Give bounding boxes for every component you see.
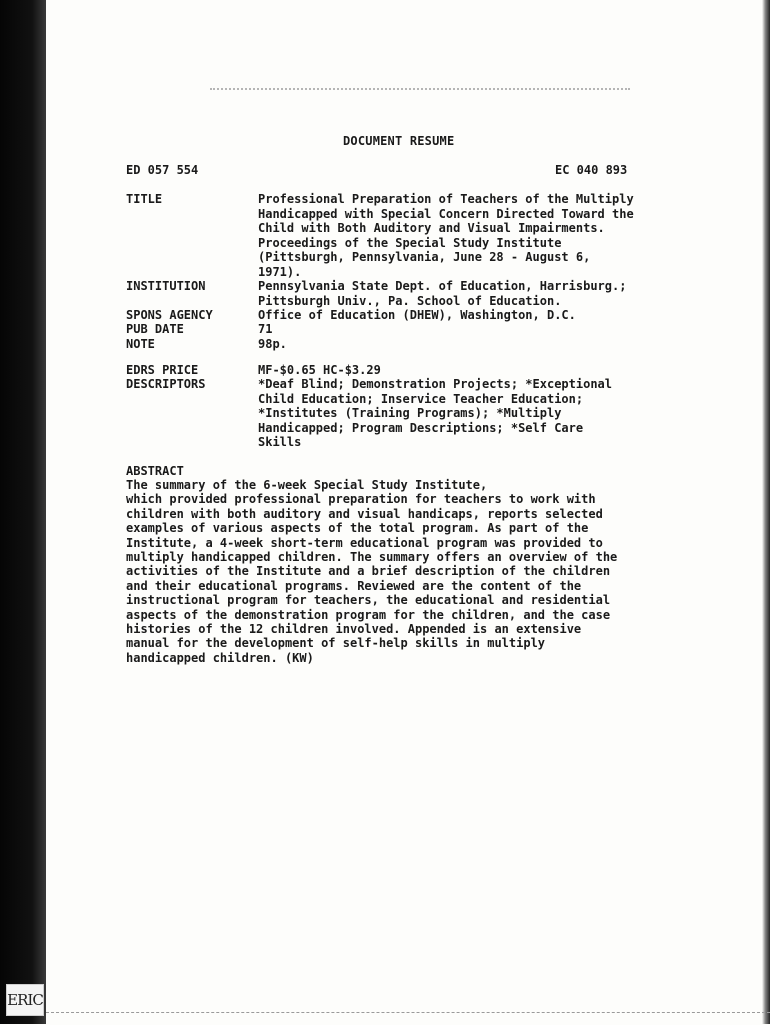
field-label-spons-agency: SPONS AGENCY — [126, 308, 213, 322]
scan-artifact-dots — [210, 88, 630, 94]
field-label-title: TITLE — [126, 192, 163, 206]
field-value-institution: Pennsylvania State Dept. of Education, Harrisburg.; Pittsburgh Univ., Pa. School of Education. — [258, 279, 627, 308]
field-label-descriptors: DESCRIPTORS — [126, 377, 206, 391]
field-value-pub-date: 71 — [258, 322, 273, 336]
document-title: DOCUMENT RESUME — [343, 134, 455, 148]
field-label-edrs-price: EDRS PRICE — [126, 363, 199, 377]
field-value-note: 98p. — [258, 337, 287, 351]
ed-number: ED 057 554 — [126, 163, 199, 177]
field-value-edrs-price: MF-$0.65 HC-$3.29 — [258, 363, 381, 377]
scan-edge-right — [762, 0, 770, 1024]
field-label-institution: INSTITUTION — [126, 279, 206, 293]
scan-edge-bottom — [46, 1012, 770, 1025]
field-value-title: Professional Preparation of Teachers of the Multiply Handicapped with Special Concern Directed Toward the Child with Both Auditory and Visual Impairments. Proceedings of the Special Study Institute (Pittsburgh, Pennsylvania, June 28 - August 6, 1971). — [258, 192, 634, 279]
field-label-note: NOTE — [126, 337, 155, 351]
abstract-label: ABSTRACT — [126, 464, 184, 478]
field-value-descriptors: *Deaf Blind; Demonstration Projects; *Exceptional Child Education; Inservice Teacher Education; *Institutes (Training Programs); *Multiply Handicapped; Program Descriptions; *Self Care Skills — [258, 377, 613, 450]
field-value-spons-agency: Office of Education (DHEW), Washington, D.C. — [258, 308, 576, 322]
scan-edge-left — [0, 0, 46, 1024]
abstract-text: The summary of the 6-week Special Study Institute, which provided professional preparation for teachers to work with children with both auditory and visual handicaps, reports selected examples of various aspects of the total program. As part of the Institute, a 4-week short-term educational program was provided to multiply handicapped children. The summary offers an overview of the activities of the Institute and a brief description of the children and their educational programs. Reviewed are the content of the instructional program for teachers, the educational and residential aspects of the demonstration program for the children, and the case histories of the 12 children involved. Appended is an extensive manual for the development of self-help skills in multiply handicapped children. (KW) — [126, 478, 618, 665]
ec-number: EC 040 893 — [555, 163, 628, 177]
eric-logo: ERIC — [6, 984, 44, 1016]
field-label-pub-date: PUB DATE — [126, 322, 184, 336]
